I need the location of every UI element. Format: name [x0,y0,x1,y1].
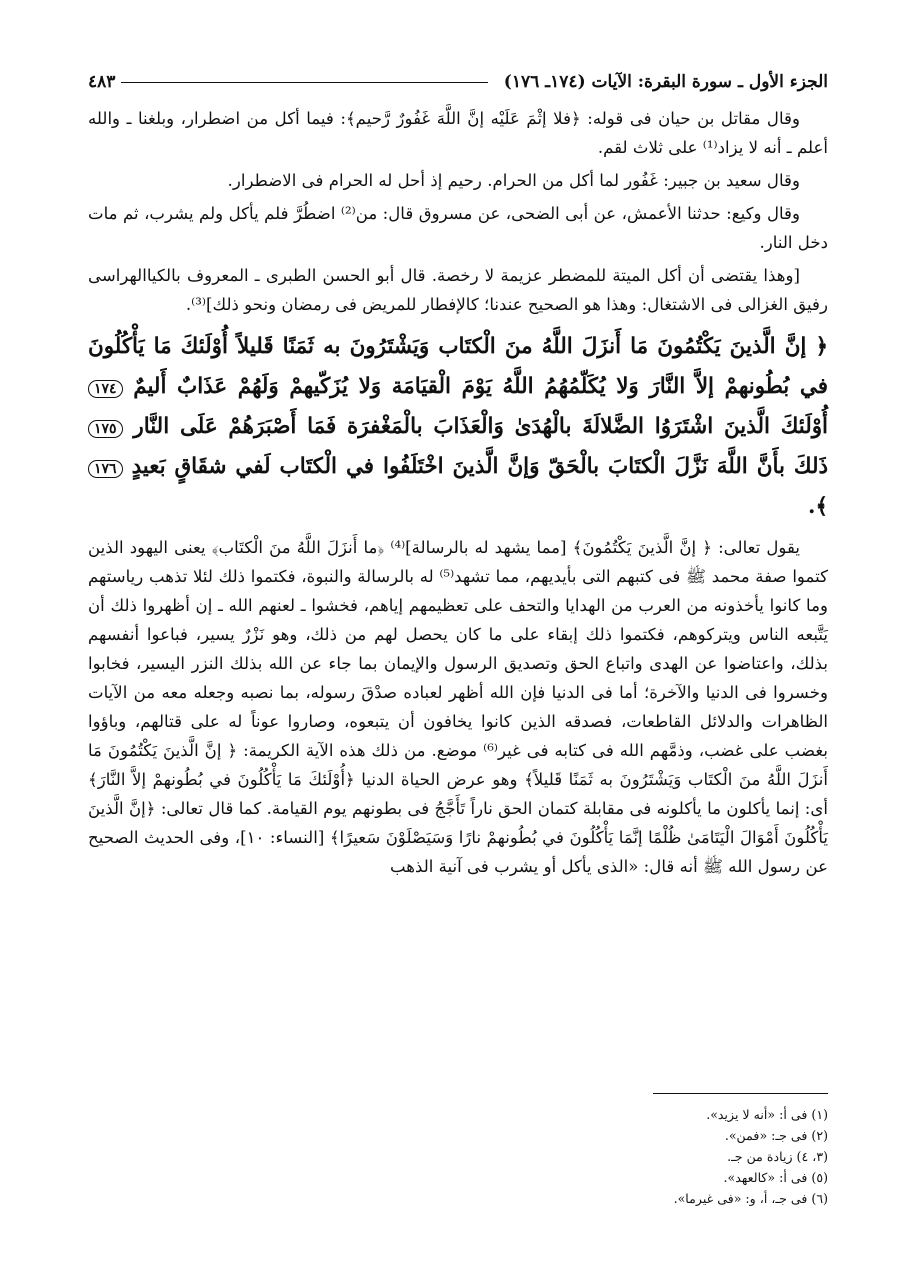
page-number: ٤٨٣ [88,72,116,92]
document-page [88,60,828,1220]
footnote-1: (١) فى أ: «أنه لا يزيد». [706,1107,828,1122]
footnote-rule [653,1093,828,1094]
footnote-3-4: (٣، ٤) زيادة من جـ. [727,1149,828,1164]
header-title: الجزء الأول ـ سورة البقرة: الآيات (١٧٤ـ ١٧٦) [503,72,828,92]
paragraph-waki: وقال وكيع: حدثنا الأعمش، عن أبى الضحى، عن مسروق قال: من⁽²⁾ اضطُرَّ فلم يأكل ولم يشرب، ثم مات دخل النار. [88,204,828,252]
verse-text-176: ذَلكَ بأَنَّ اللَّهَ نَزَّلَ الْكتَابَ بالْحَقّ وَإنَّ الَّذينَ اخْتَلَفُوا في الْكتَاب لَفي شقَاقٍ بَعيدٍ [131,454,829,479]
footnote-5: (٥) فى أ: «كالعهد». [723,1170,828,1185]
paragraph-muqatil: وقال مقاتل بن حيان فى قوله: ﴿فلا إثْمَ عَلَيْه إنَّ اللَّهَ غَفُورٌ رَّحيم﴾: فيما أكل من اضطرار، وبلغنا ـ والله أعلم ـ أنه لا يزاد⁽¹⁾ على ثلاث لقم. [88,109,828,157]
footnote-6: (٦) فى جـ، أ، و: «فى غيرما». [673,1191,828,1206]
verse-number-175: ١٧٥ [88,420,123,438]
verse-text-175: أُوْلَئكَ الَّذينَ اشْتَرَوُا الضَّلالَةَ بالْهُدَىٰ وَالْعَذَابَ بالْمَغْفرَة فَمَا أَصْبَرَهُمْ عَلَى النَّار [133,414,828,439]
verse-number-176: ١٧٦ [88,460,123,478]
quran-verse-block [88,327,828,527]
running-header [88,60,828,104]
paragraph-bracketed-note: [وهذا يقتضى أن أكل الميتة للمضطر عزيمة لا رخصة. قال أبو الحسن الطبرى ـ المعروف بالكياالهراسى رفيق الغزالى فى الاشتغال: وهذا هو الصحيح عندنا؛ كالإفطار للمريض فى رمضان ونحو ذلك]⁽³⁾. [88,266,828,314]
verse-number-174: ١٧٤ [88,380,123,398]
paragraph-said: وقال سعيد بن جبير: غَفُور لما أكل من الحرام. رحيم إذ أحل له الحرام فى الاضطرار. [227,171,800,190]
footnote-2: (٢) فى جـ: «فمن». [724,1128,828,1143]
commentary-paragraph: يقول تعالى: ﴿ إنَّ الَّذينَ يَكْتُمُونَ﴾ [مما يشهد له بالرسالة]⁽⁴⁾ ﴿ما أَنزَلَ اللَّهُ منَ الْكتَاب﴾ يعنى اليهود الذين كتموا صفة محمد ﷺ فى كتبهم التى بأيديهم، مما تشهد⁽⁵⁾ له بالرسالة والنبوة، فكتموا ذلك لئلا تذهب رياستهم وما كانوا يأخذونه من العرب من الهدايا والتحف على تعظيمهم إياهم، فخشوا ـ لعنهم الله ـ إن أظهروا ذلك أن يَتَّبعه الناس ويتركوهم، فكتموا ذلك إبقاء على ما كان يحصل لهم من ذلك، وهو نَزْرٌ يسير، فباعوا أنفسهم بذلك، واعتاضوا عن الهدى واتباع الحق وتصديق الرسول والإيمان بما جاء عن الله بذلك النزر اليسير، فخابوا وخسروا فى الدنيا والآخرة؛ أما فى الدنيا فإن الله أظهر لعباده صدْقَ رسوله، بما نصبه وجعله معه من الآيات الظاهرات والدلائل القاطعات، فصدقه الذين كانوا يخافون أن يتبعوه، وصاروا عوناً له على قتالهم، وباؤوا بغضب على غضب، وذمَّهم الله فى كتابه فى غير⁽⁶⁾ موضع. من ذلك هذه الآية الكريمة: ﴿ إنَّ الَّذينَ يَكْتُمُونَ مَا أَنزَلَ اللَّهُ منَ الْكتَاب وَيَشْتَرُونَ به ثَمَنًا قَليلاً﴾ وهو عرض الحياة الدنيا ﴿أُوْلَئكَ مَا يَأْكُلُونَ في بُطُونهمْ إلاَّ النَّارَ﴾ أى: إنما يأكلون ما يأكلونه فى مقابلة كتمان الحق ناراً تَأَجَّجُ فى بطونهم يوم القيامة. كما قال تعالى: ﴿إنَّ الَّذينَ يَأْكُلُونَ أَمْوَالَ الْيَتَامَىٰ ظُلْمًا إنَّمَا يَأْكُلُونَ في بُطُونهمْ نارًا وَسَيَصْلَوْنَ سَعيرًا﴾ [النساء: ١٠]، وفى الحديث الصحيح عن رسول الله ﷺ أنه قال: «الذى يأكل أو يشرب فى آنية الذهب [88,538,828,876]
header-rule [121,82,487,83]
verse-text-174: ﴿ إنَّ الَّذينَ يَكْتُمُونَ مَا أَنزَلَ اللَّهُ منَ الْكتَاب وَيَشْتَرُونَ به ثَمَنًا قَليلاً أُوْلَئكَ مَا يَأْكُلُونَ في بُطُونهمْ إلاَّ النَّارَ وَلا يُكَلّمُهُمُ اللَّهُ يَوْمَ الْقيَامَة وَلا يُزَكّيهمْ وَلَهُمْ عَذَابٌ أَليمٌ [88,334,828,399]
verse-close: ﴾. [808,494,828,519]
footnotes [674,1104,828,1209]
